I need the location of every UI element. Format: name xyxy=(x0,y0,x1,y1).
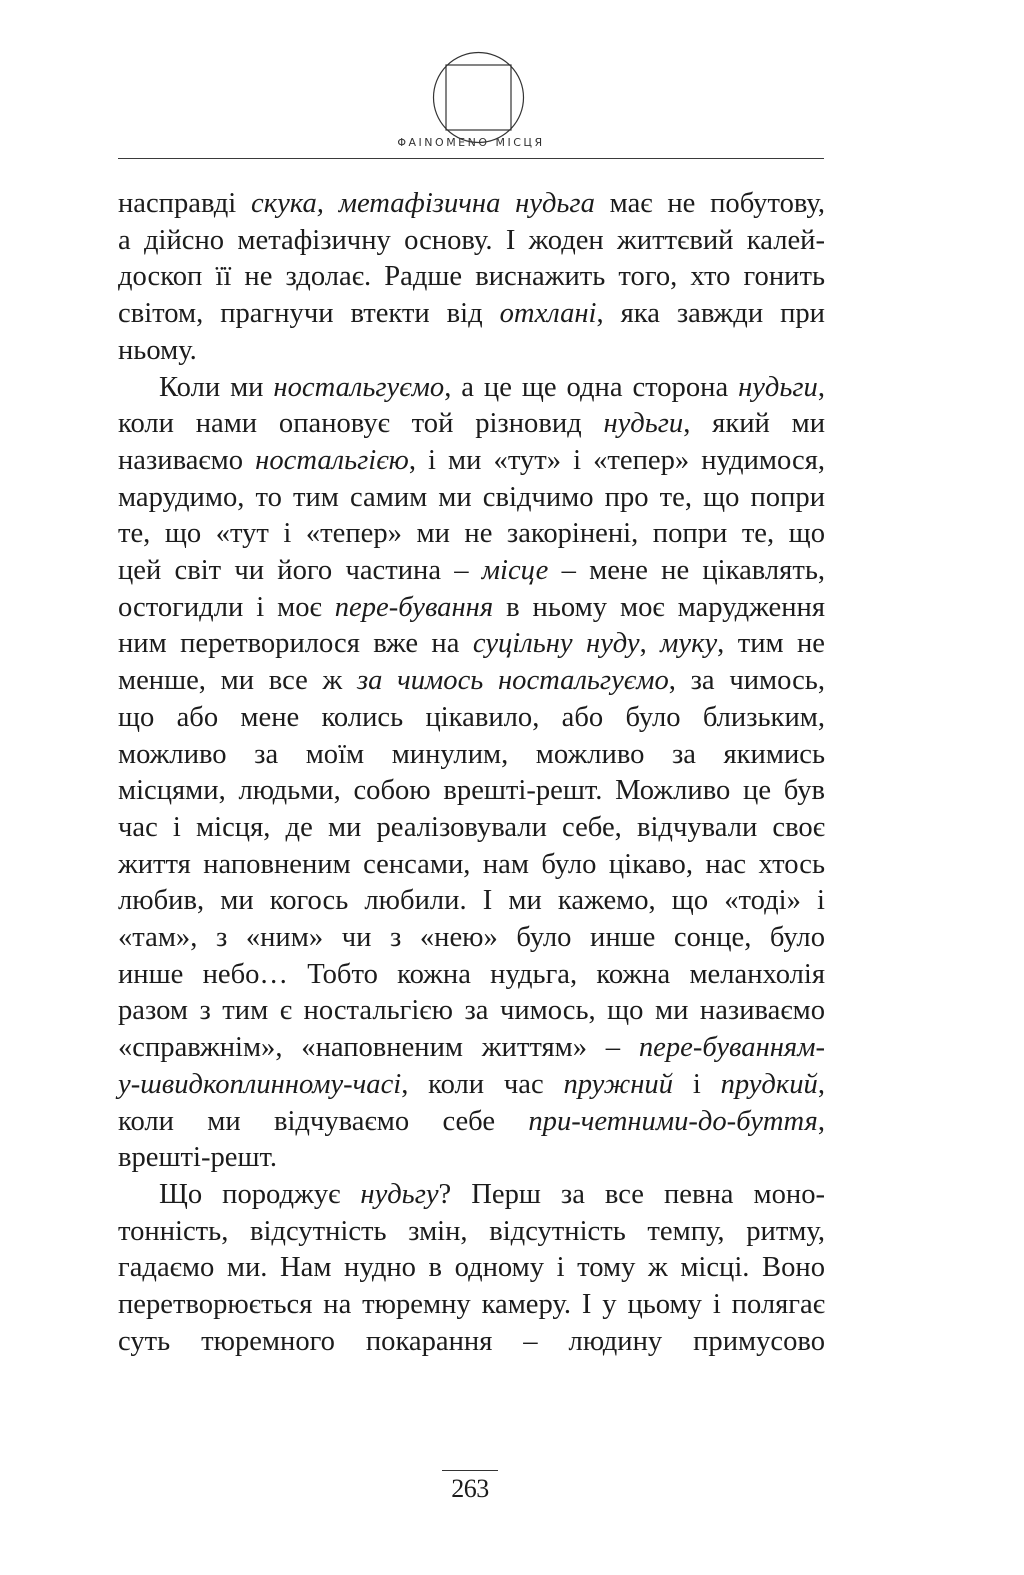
text-run: , xyxy=(817,1068,825,1100)
text-run: «справжнім», «наповненим життям» – xyxy=(118,1032,639,1064)
text-run: , xyxy=(817,1105,825,1137)
emphasis-text: ностальгуємо xyxy=(273,371,445,403)
text-line xyxy=(118,480,825,517)
circle-square-logo-icon xyxy=(431,50,526,145)
text-line xyxy=(118,1250,825,1287)
text-run: називаємо xyxy=(118,444,256,476)
text-line xyxy=(118,700,825,737)
emphasis-text: суцільну нуду xyxy=(472,628,640,660)
text-run: , тим не xyxy=(717,628,825,660)
text-line xyxy=(118,847,825,884)
text-run: ньому. xyxy=(118,334,197,366)
paragraph-3 xyxy=(118,1177,825,1361)
text-run: ним перетворилося вже на xyxy=(118,628,473,660)
text-line xyxy=(118,223,825,260)
text-line xyxy=(118,186,825,223)
text-line xyxy=(118,883,825,920)
text-run: ? Перш за все певна моно- xyxy=(438,1178,826,1210)
text-run: врешті-решт. xyxy=(118,1142,277,1174)
text-line xyxy=(118,810,825,847)
text-line xyxy=(118,1214,825,1251)
emphasis-text: нудьгу xyxy=(360,1178,439,1210)
text-line xyxy=(118,296,825,333)
emphasis-text: пружний xyxy=(563,1068,674,1100)
text-run: суть тюремного покарання – людину примусово xyxy=(118,1325,825,1357)
text-run: що або мене колись цікавило, або було близьким, xyxy=(118,701,825,733)
emphasis-text: скука, метафізична нудьга xyxy=(251,188,595,219)
text-line xyxy=(118,590,825,627)
text-run: життя наповненим сенсами, нам було цікаво, нас хтось xyxy=(118,848,825,880)
page-number: 263 xyxy=(442,1470,498,1503)
text-run: , коли час xyxy=(401,1068,564,1100)
text-run: , xyxy=(639,628,661,660)
text-line xyxy=(118,993,825,1030)
text-run: доскоп її не здолає. Радше виснажить того, хто гонить xyxy=(118,261,825,293)
text-line xyxy=(118,259,825,296)
text-line xyxy=(118,957,825,994)
text-run: світом, прагнучи втекти від xyxy=(118,298,500,330)
body-text xyxy=(118,186,825,1361)
text-run: любив, ми когось любили. І ми кажемо, що «тоді» і xyxy=(118,885,825,917)
text-line xyxy=(118,406,825,443)
text-run: насправді xyxy=(118,188,252,219)
text-run: цей світ чи його частина – xyxy=(118,555,482,587)
emphasis-text: пере-буванням- xyxy=(638,1032,825,1064)
text-run: , і ми «тут» і «тепер» нудимося, xyxy=(408,444,825,476)
text-line xyxy=(118,443,825,480)
emphasis-text: нудьги xyxy=(738,371,818,403)
emphasis-text: ностальгією xyxy=(255,444,409,476)
header-rule xyxy=(118,158,824,159)
text-line xyxy=(118,516,825,553)
text-run: , а це ще одна сторона xyxy=(444,371,739,403)
text-line xyxy=(118,773,825,810)
text-run: , який ми xyxy=(683,408,825,440)
emphasis-text: прудкий xyxy=(720,1068,818,1100)
text-run: менше, ми все ж xyxy=(118,665,357,697)
text-run: – мене не цікавлять, xyxy=(548,555,826,587)
text-run: а дійсно метафізичну основу. І жоден життєвий калей- xyxy=(118,224,825,256)
emphasis-text: при-четними-до-буття xyxy=(528,1105,818,1137)
text-run: коли нами опановує той різновид xyxy=(118,408,604,440)
text-line xyxy=(118,553,825,590)
text-run: те, що «тут і «тепер» ми не закорінені, попри те, що xyxy=(118,518,825,550)
text-line xyxy=(118,333,825,370)
text-run: гадаємо ми. Нам нудно в одному і тому ж місці. Воно xyxy=(118,1252,825,1284)
emphasis-text: за чимось ностальгуємо xyxy=(356,665,669,697)
text-run: коли ми відчуваємо себе xyxy=(118,1105,529,1137)
text-run: тонність, відсутність змін, відсутність темпу, ритму, xyxy=(118,1215,825,1247)
emphasis-text: нудьги xyxy=(603,408,684,440)
emphasis-text: у-швидкоплинному-часі xyxy=(118,1068,402,1100)
text-run: , xyxy=(817,371,825,403)
text-line xyxy=(118,737,825,774)
paragraph-2 xyxy=(118,370,825,1177)
text-run: час і місця, де ми реалізовували себе, відчували своє xyxy=(118,811,825,843)
text-run: , за чимось, xyxy=(668,665,825,697)
text-run: перетворюється на тюремну камеру. І у цьому і полягає xyxy=(118,1289,825,1321)
text-run: Що породжує xyxy=(159,1178,361,1210)
text-run: марудимо, то тим самим ми свідчимо про те, що попри xyxy=(118,481,825,513)
text-line xyxy=(118,370,825,407)
text-line xyxy=(118,626,825,663)
text-line xyxy=(118,1104,825,1141)
emphasis-text: пере-бування xyxy=(334,591,494,623)
text-run: можливо за моїм минулим, можливо за якимись xyxy=(118,738,825,770)
text-run: остогидли і моє xyxy=(118,591,335,623)
text-line xyxy=(118,1324,825,1361)
emphasis-text: муку xyxy=(660,628,718,660)
text-run: «там», з «ним» чи з «нею» було инше сонце, було xyxy=(118,922,825,954)
text-run: разом з тим є ностальгією за чимось, що ми називаємо xyxy=(118,995,825,1027)
paragraph-1 xyxy=(118,186,825,370)
text-line xyxy=(118,1067,825,1104)
text-line xyxy=(118,663,825,700)
text-line xyxy=(118,1287,825,1324)
text-line xyxy=(118,1177,825,1214)
emphasis-text: отхлані xyxy=(499,298,597,330)
text-run: , яка завжди при xyxy=(596,298,825,330)
emphasis-text: місце xyxy=(481,555,549,587)
running-header-title: ΦAINOMENO МІСЦЯ xyxy=(397,136,545,149)
text-run: в ньому моє марудження xyxy=(493,591,825,623)
text-line xyxy=(118,1140,825,1177)
text-run: Коли ми xyxy=(159,371,274,403)
text-run: місцями, людьми, собою врешті-решт. Можливо це був xyxy=(118,775,825,807)
text-line xyxy=(118,920,825,957)
text-run: инше небо… Тобто кожна нудьга, кожна меланхолія xyxy=(118,958,825,990)
text-run: має не побутову, xyxy=(594,188,825,219)
text-run: і xyxy=(673,1068,721,1100)
text-line xyxy=(118,1030,825,1067)
